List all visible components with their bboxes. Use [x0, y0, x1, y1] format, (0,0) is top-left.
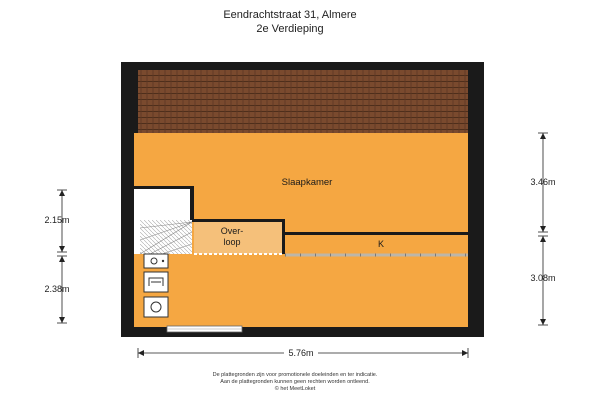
stairwell-wall-top [134, 186, 194, 189]
room-label-closet: K [377, 239, 385, 249]
disclaimer-line-1: De plattegronden zijn voor promotionele doeleinden en ter indicatie. [212, 372, 378, 378]
copyright: © het MeetLoket [274, 386, 316, 392]
dimension-left-upper-label: 2.15m [44, 215, 70, 225]
floorplan-address: Eendrachtstraat 31, Almere [223, 9, 357, 21]
disclaimer-line-2: Aan de plattegronden kunnen geen rechten worden ontleend. [220, 379, 370, 385]
roof-tiles [138, 70, 468, 133]
dimension-right-upper-label: 3.46m [530, 177, 556, 187]
room-label-landing-1: Over- [220, 226, 244, 236]
floorplan-floor-level: 2e Verdieping [256, 23, 324, 35]
room-label-bedroom: Slaapkamer [281, 177, 333, 188]
dimension-left-lower-label: 2.38m [44, 284, 70, 294]
stairwell-wall-right [190, 188, 194, 220]
dimension-right-lower-label: 3.08m [530, 273, 556, 283]
room-label-landing-2: loop [223, 237, 241, 247]
closet-front-wall [285, 232, 468, 235]
landing-wall-right [282, 219, 285, 254]
dryer-connection [144, 297, 168, 317]
dimension-bottom-label: 5.76m [288, 348, 314, 358]
landing-wall-top [192, 219, 285, 222]
cv-unit [144, 254, 168, 268]
cv-unit-dot [162, 260, 164, 262]
